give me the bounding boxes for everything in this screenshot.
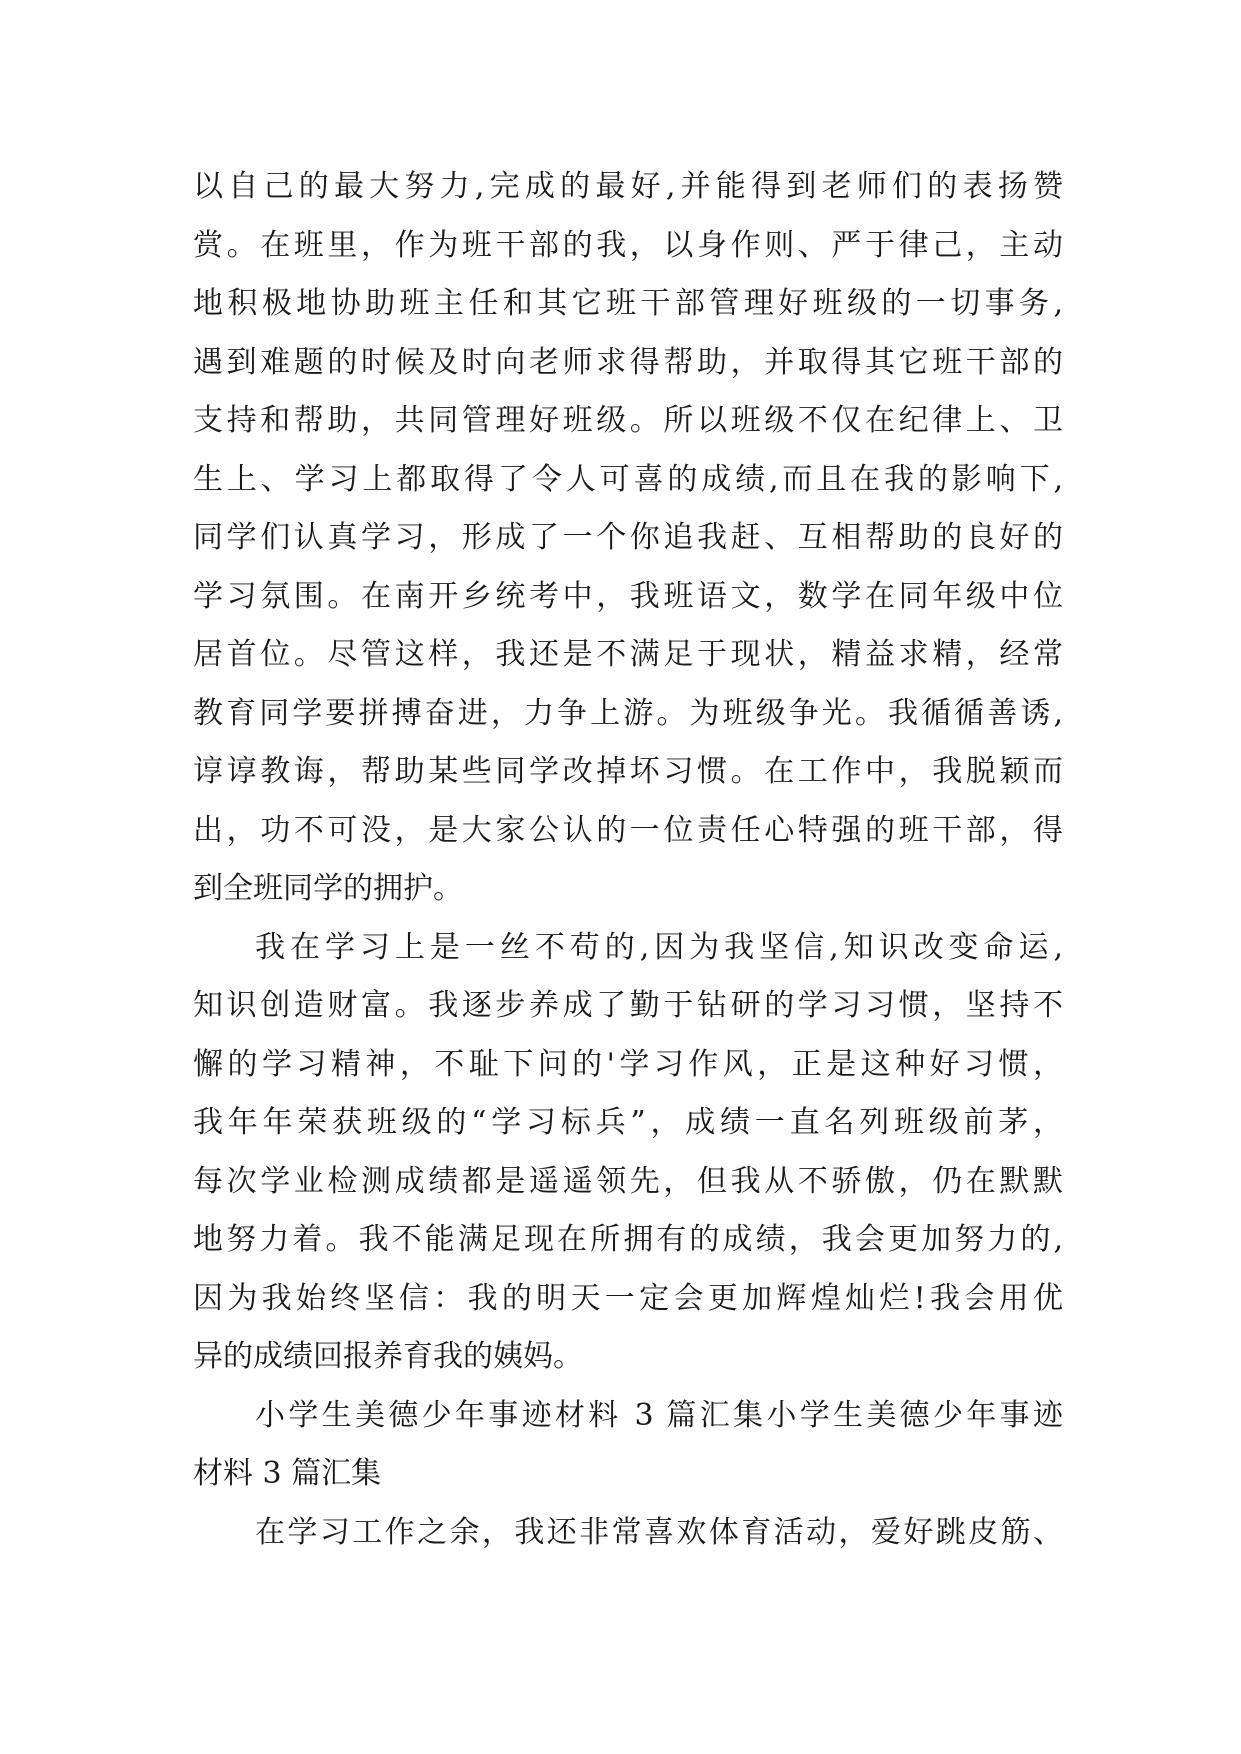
text-line: 学习氛围。在南开乡统考中，我班语文，数学在同年级中位	[193, 578, 1063, 614]
text-line: 我年年荣获班级的“学习标兵”，成绩一直名列班级前茅，	[193, 1105, 1063, 1140]
text-line: 生上、学习上都取得了令人可喜的成绩,而且在我的影响下,	[193, 461, 1063, 497]
text-line: 到全班同学的拥护。	[193, 871, 463, 906]
text-line: 遇到难题的时候及时向老师求得帮助，并取得其它班干部的	[193, 344, 1063, 380]
text-line: 材料 3 篇汇集	[193, 1456, 382, 1491]
text-line: 出，功不可没，是大家公认的一位责任心特强的班干部，得	[193, 812, 1063, 848]
text-line: 谆谆教诲，帮助某些同学改掉坏习惯。在工作中，我脱颖而	[193, 754, 1063, 789]
text-line: 异的成绩回报养育我的姨妈。	[193, 1339, 583, 1374]
text-line: 居首位。尽管这样，我还是不满足于现状，精益求精，经常	[193, 637, 1063, 672]
text-line: 教育同学要拼搏奋进，力争上游。为班级争光。我循循善诱,	[193, 695, 1063, 731]
text-line: 地积极地协助班主任和其它班干部管理好班级的一切事务,	[193, 286, 1063, 321]
text-line: 赏。在班里，作为班干部的我，以身作则、严于律己，主动	[193, 227, 1063, 263]
text-line: 知识创造财富。我逐步养成了勤于钻研的学习习惯，坚持不	[193, 988, 1063, 1023]
document-body	[193, 158, 1063, 1562]
paragraph-start-line: 在学习工作之余，我还非常喜欢体育活动，爱好跳皮筋、	[255, 1514, 1063, 1550]
paragraph-start-line: 小学生美德少年事迹材料 3 篇汇集小学生美德少年事迹	[255, 1397, 1063, 1433]
text-line: 地努力着。我不能满足现在所拥有的成绩，我会更加努力的,	[193, 1222, 1063, 1257]
paragraph-start-line: 我在学习上是一丝不苟的,因为我坚信,知识改变命运,	[255, 929, 1063, 965]
text-line: 每次学业检测成绩都是遥遥领先，但我从不骄傲，仍在默默	[193, 1163, 1063, 1199]
text-line: 因为我始终坚信：我的明天一定会更加辉煌灿烂!我会用优	[193, 1280, 1063, 1316]
text-line: 支持和帮助，共同管理好班级。所以班级不仅在纪律上、卫	[193, 403, 1063, 438]
text-line: 同学们认真学习，形成了一个你追我赶、互相帮助的良好的	[193, 520, 1063, 555]
text-line: 以自己的最大努力,完成的最好,并能得到老师们的表扬赞	[193, 169, 1063, 204]
text-line: 懈的学习精神，不耻下问的'学习作风，正是这种好习惯，	[193, 1046, 1063, 1082]
